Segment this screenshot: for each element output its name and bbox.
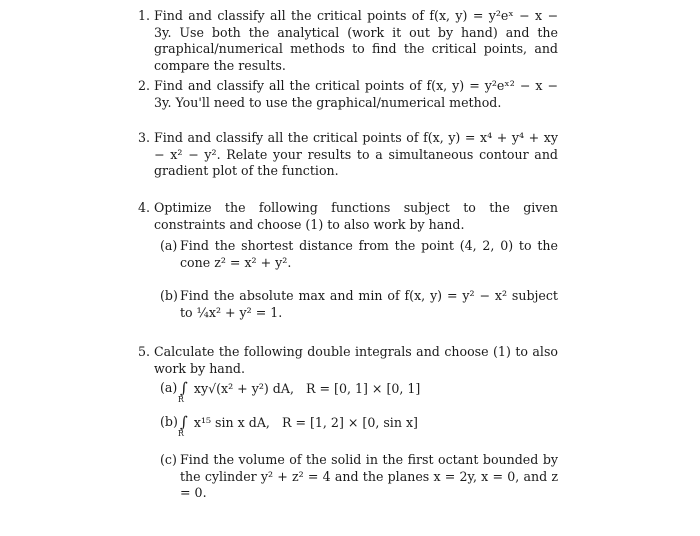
integral-sign: ∫ <box>180 413 188 431</box>
problem-4 <box>138 200 558 233</box>
problem-number: 4. <box>138 200 151 215</box>
integrand: xy√(x² + y²) dA, <box>193 381 294 396</box>
problem-5 <box>138 344 558 377</box>
subpart-label: (b) <box>160 288 178 303</box>
subpart-text: Find the absolute max and min of f(x, y) = y² − x² subject to ¼x² + y² = 1. <box>180 288 558 320</box>
problem-number: 3. <box>138 130 151 145</box>
problem-number: 2. <box>138 78 151 93</box>
subpart-label: (b) <box>160 414 178 429</box>
problem-number: 5. <box>138 344 151 359</box>
problem-text: Optimize the following functions subject to the given constraints and choose (1) to also work by hand. <box>154 200 558 232</box>
problem-5b <box>160 413 558 438</box>
problem-text: Calculate the following double integrals and choose (1) to also work by hand. <box>154 344 558 376</box>
subpart-label: (a) <box>160 238 178 253</box>
problem-text: Find and classify all the critical points of f(x, y) = y²eˣ − x − 3y. Use both the analytical (work it out by hand) and the graphical/numerical methods to find the critical points, and compare the results. <box>154 8 558 73</box>
problem-5c <box>160 452 558 502</box>
problem-4a <box>160 238 558 271</box>
problem-text: Find and classify all the critical points of f(x, y) = y²eˣ² − x − 3y. You'll need to use the graphical/numerical method. <box>154 78 558 110</box>
subpart-text: Find the shortest distance from the point (4, 2, 0) to the cone z² = x² + y². <box>180 238 558 270</box>
problem-2 <box>138 78 558 111</box>
integral-region-subscript: R <box>177 429 184 438</box>
problem-1 <box>138 8 558 74</box>
problem-5a <box>160 379 558 404</box>
subpart-label: (a) <box>160 380 178 395</box>
problem-4b <box>160 288 558 321</box>
integrand: x¹⁵ sin x dA, <box>193 415 270 430</box>
subpart-label: (c) <box>160 452 177 467</box>
problem-number: 1. <box>138 8 151 23</box>
region: R = [0, 1] × [0, 1] <box>305 381 421 396</box>
integral-sign: ∫ <box>180 379 188 397</box>
region: R = [1, 2] × [0, sin x] <box>281 415 418 430</box>
problem-text: Find and classify all the critical points of f(x, y) = x⁴ + y⁴ + xy − x² − y². Relate your results to a simultaneous contour and gradient plot of the function. <box>154 130 558 178</box>
subpart-text: Find the volume of the solid in the first octant bounded by the cylinder y² + z² = 4 and the planes x = 2y, x = 0, and z = 0. <box>180 452 558 500</box>
integral-region-subscript: R <box>177 395 184 404</box>
problem-3 <box>138 130 558 180</box>
